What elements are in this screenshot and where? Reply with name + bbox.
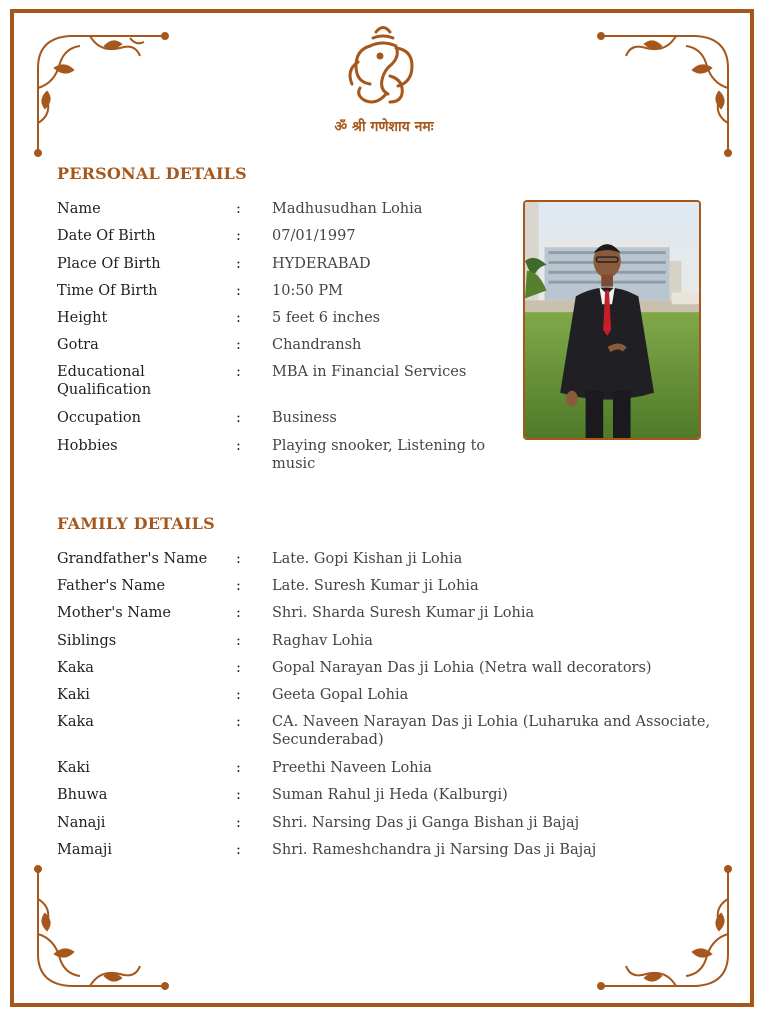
corner-ornament-top-right <box>596 28 736 158</box>
row-colon: : <box>236 714 241 730</box>
row-value: 5 feet 6 inches <box>272 310 381 326</box>
row-label: Kaki <box>57 760 90 776</box>
row-label: Height <box>57 310 108 326</box>
row-label: Siblings <box>57 633 117 649</box>
row-value: Shri. Rameshchandra ji Narsing Das ji Bajaj <box>272 842 597 858</box>
row-value: Preethi Naveen Lohia <box>272 760 432 776</box>
row-label: Kaka <box>57 714 94 730</box>
mantra-heading: ॐ श्री गणेशाय नमः <box>334 119 434 135</box>
family-details-title: FAMILY DETAILS <box>57 514 215 533</box>
row-colon: : <box>236 228 241 244</box>
corner-ornament-bottom-left <box>30 864 170 994</box>
row-colon: : <box>236 438 241 454</box>
row-label: Hobbies <box>57 438 118 454</box>
row-value: Shri. Narsing Das ji Ganga Bishan ji Bajaj <box>272 815 580 831</box>
row-label: Bhuwa <box>57 787 108 803</box>
row-colon: : <box>236 633 241 649</box>
corner-ornament-top-left <box>30 28 170 158</box>
row-label: Kaki <box>57 687 90 703</box>
row-label: Time Of Birth <box>57 283 158 299</box>
row-value: CA. Naveen Narayan Das ji Lohia (Luharuka and Associate, Secunderabad) <box>272 714 711 748</box>
corner-ornament-bottom-right <box>596 864 736 994</box>
row-label: Nanaji <box>57 815 106 831</box>
row-colon: : <box>236 201 241 217</box>
row-label: Name <box>57 201 101 217</box>
row-value: Business <box>272 410 337 426</box>
row-label: Date Of Birth <box>57 228 156 244</box>
row-value: Playing snooker, Listening to music <box>272 438 486 472</box>
row-colon: : <box>236 410 241 426</box>
row-label: Educational Qualification <box>57 364 152 398</box>
ganesha-icon <box>340 22 426 110</box>
personal-details-title: PERSONAL DETAILS <box>57 164 247 183</box>
row-colon: : <box>236 551 241 567</box>
row-colon: : <box>236 815 241 831</box>
row-label: Kaka <box>57 660 94 676</box>
row-label: Occupation <box>57 410 141 426</box>
row-colon: : <box>236 256 241 272</box>
row-value: HYDERABAD <box>272 256 371 272</box>
row-label: Place Of Birth <box>57 256 161 272</box>
row-colon: : <box>236 283 241 299</box>
row-colon: : <box>236 337 241 353</box>
row-value: Raghav Lohia <box>272 633 373 649</box>
row-label: Father's Name <box>57 578 166 594</box>
row-label: Grandfather's Name <box>57 551 208 567</box>
row-value: Gopal Narayan Das ji Lohia (Netra wall decorators) <box>272 660 652 676</box>
row-value: MBA in Financial Services <box>272 364 467 380</box>
row-colon: : <box>236 605 241 621</box>
row-colon: : <box>236 364 241 380</box>
row-colon: : <box>236 842 241 858</box>
row-value: Shri. Sharda Suresh Kumar ji Lohia <box>272 605 535 621</box>
row-label: Mother's Name <box>57 605 171 621</box>
profile-photo <box>523 200 701 440</box>
row-value: 07/01/1997 <box>272 228 356 244</box>
row-label: Mamaji <box>57 842 113 858</box>
row-value: Madhusudhan Lohia <box>272 201 423 217</box>
row-value: Late. Suresh Kumar ji Lohia <box>272 578 479 594</box>
row-colon: : <box>236 310 241 326</box>
row-value: 10:50 PM <box>272 283 343 299</box>
row-value: Geeta Gopal Lohia <box>272 687 409 703</box>
row-value: Suman Rahul ji Heda (Kalburgi) <box>272 787 508 803</box>
row-colon: : <box>236 787 241 803</box>
row-colon: : <box>236 687 241 703</box>
row-label: Gotra <box>57 337 99 353</box>
row-colon: : <box>236 660 241 676</box>
row-colon: : <box>236 578 241 594</box>
row-colon: : <box>236 760 241 776</box>
row-value: Chandransh <box>272 337 362 353</box>
row-value: Late. Gopi Kishan ji Lohia <box>272 551 463 567</box>
